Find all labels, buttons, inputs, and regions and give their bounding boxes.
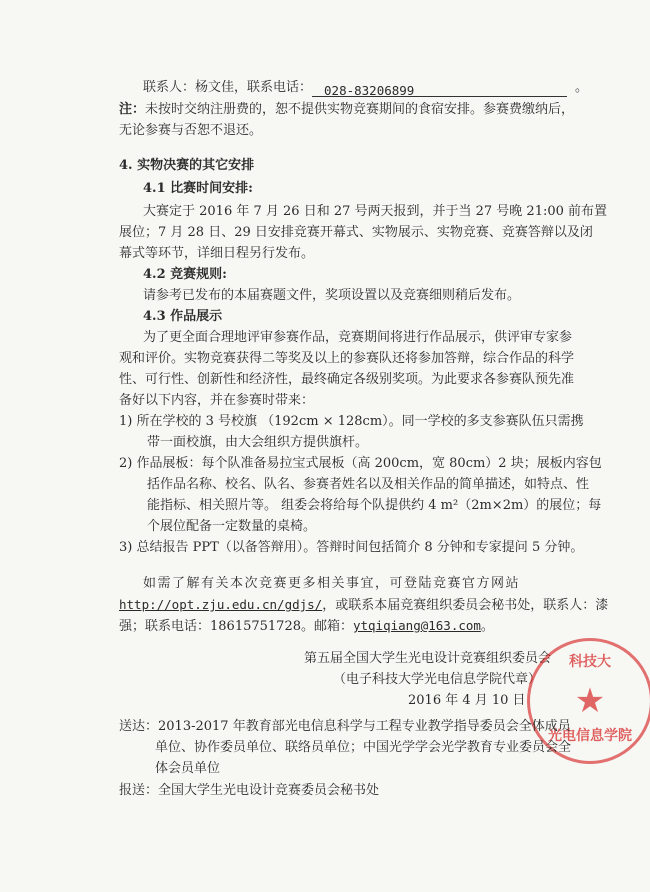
distribution-line-2: 单位、协作委员单位、联络员单位；中国光学学会光学教育专业委员会全 bbox=[155, 740, 572, 755]
distribution-line-3: 体会员单位 bbox=[155, 761, 221, 776]
list-item-2-cont: 括作品名称、校名、队名、参赛者姓名以及相关作品的简单描述，如特点、性 bbox=[147, 477, 590, 492]
paragraph-line: 展位；7 月 28 日、29 日安排竞赛开幕式、实物展示、实物竞赛、竞赛答辩以及闭 bbox=[119, 225, 593, 240]
list-item-1-cont: 带一面校旗，由大会组织方提供旗杆。 bbox=[147, 435, 369, 450]
email-link[interactable]: ytqiqiang@163.com bbox=[352, 618, 481, 633]
seal-bottom-text: 光电信息学院 bbox=[548, 728, 632, 744]
distribution-text-1: 2013-2017 年教育部光电信息科学与工程专业教学指导委员会全体成员 bbox=[158, 719, 571, 734]
contact-phone: 028-83206899 bbox=[324, 83, 415, 98]
paragraph-line: 大赛定于 2016 年 7 月 26 日和 27 号两天报到，并于当 27 号晚 21:00 前布置 bbox=[143, 204, 608, 219]
closing-line-3 bbox=[119, 617, 494, 636]
closing-line-2 bbox=[119, 596, 608, 615]
phone-underline bbox=[312, 82, 567, 97]
closing-line-2-rest: ，或联系本届竞赛组织委员会秘书处，联系人：漆 bbox=[322, 598, 609, 613]
signature-sub: （电子科技大学光电信息学院代章） bbox=[333, 672, 542, 687]
section-heading: 4. 实物决赛的其它安排 bbox=[119, 158, 255, 173]
distribution-line-1 bbox=[119, 718, 571, 736]
seal-star-icon: ★ bbox=[574, 681, 606, 721]
note-text-1: 未按时交纳注册费的，恕不提供实物竞赛期间的食宿安排。参赛费缴纳后， bbox=[145, 102, 575, 117]
note-label: 注： bbox=[119, 102, 146, 117]
list-item-2-cont: 个展位配备一定数量的桌椅。 bbox=[147, 519, 317, 534]
subsection-4-2-title: 4.2 竞赛规则: bbox=[143, 267, 227, 282]
paragraph-line: 备好以下内容，并在参赛时带来： bbox=[119, 393, 315, 408]
paragraph-line: 幕式等环节，详细日程另行发布。 bbox=[119, 246, 315, 261]
report-label: 报送： bbox=[119, 783, 159, 798]
contact-line bbox=[143, 79, 588, 97]
list-item-1: 1) 所在学校的 3 号校旗 （192cm × 128cm）。同一学校的多支参赛队伍只需携 bbox=[119, 414, 584, 429]
list-item-3: 3) 总结报告 PPT（以备答辩用）。答辩时间包括简介 8 分钟和专家提问 5 分钟。 bbox=[119, 540, 584, 555]
subsection-4-1-title: 4.1 比赛时间安排: bbox=[143, 181, 253, 196]
paragraph-line: 观和评价。实物竞赛获得二等奖及以上的参赛队还将参加答辩，综合作品的科学 bbox=[119, 351, 575, 366]
paragraph-line: 为了更全面合理地评审参赛作品，竞赛期间将进行作品展示，供评审专家参 bbox=[143, 330, 573, 345]
paragraph-line: 请参考已发布的本届赛题文件，奖项设置以及竞赛细则稍后发布。 bbox=[143, 288, 521, 303]
note-line-1 bbox=[119, 101, 574, 119]
closing-line-1: 如需了解有关本次竞赛更多相关事宜，可登陆竞赛官方网站 bbox=[143, 576, 521, 591]
note-line-2: 无论参赛与否恕不退还。 bbox=[119, 123, 263, 138]
signature-org: 第五届全国大学生光电设计竞赛组织委员会 bbox=[304, 651, 552, 666]
paragraph-line: 性、可行性、创新性和经济性，最终确定各级别奖项。为此要求各参赛队预先准 bbox=[119, 372, 575, 387]
report-text: 全国大学生光电设计竞赛委员会秘书处 bbox=[158, 783, 380, 798]
signature-date: 2016 年 4 月 10 日 bbox=[408, 693, 526, 708]
contact-trailing: 。 bbox=[575, 80, 589, 95]
seal-top-text: 科技大 bbox=[569, 654, 611, 670]
subsection-4-3-title: 4.3 作品展示 bbox=[143, 309, 223, 324]
contact-label: 联系人：杨文佳，联系电话： bbox=[143, 80, 313, 95]
distribution-label: 送达： bbox=[119, 719, 159, 734]
list-item-2-cont: 能指标、相关照片等。 组委会将给每个队提供约 4 m²（2m×2m）的展位；每 bbox=[147, 498, 602, 513]
report-line bbox=[119, 782, 379, 800]
closing-contact: 强；联系电话：18615751728。邮箱： bbox=[119, 619, 353, 634]
closing-end: 。 bbox=[480, 619, 494, 634]
website-link[interactable]: http://opt.zju.edu.cn/gdjs/ bbox=[119, 597, 323, 612]
list-item-2: 2) 作品展板：每个队准备易拉宝式展板（高 200cm，宽 80cm）2 块；展板内容包 bbox=[119, 456, 602, 471]
